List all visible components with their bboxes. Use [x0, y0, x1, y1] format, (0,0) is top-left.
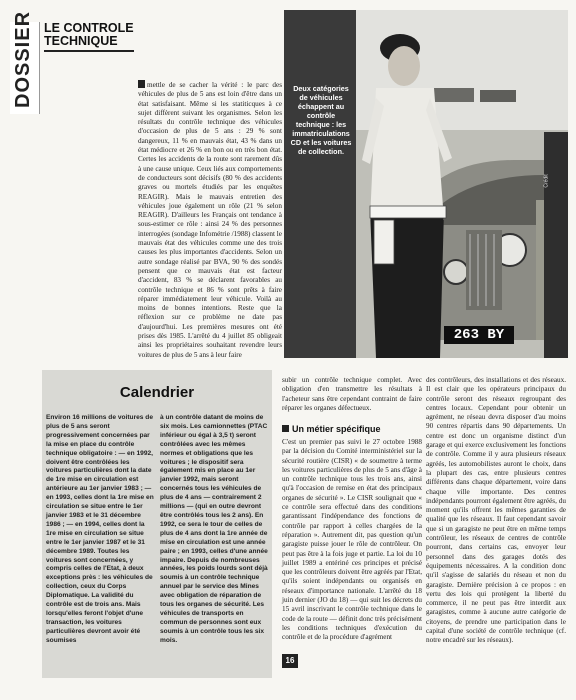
mid-column-text: C'est un premier pas suivi le 27 octobre 1988 par la décision du Comité interministériel sur la sécurité routière (CISR) « de soumettre à terme les voitures particulières de plus de 5 ans d'âge à un contrôle technique tous les trois ans, ainsi qu'à l'occasion de remise en état des principaux organes de sécurité ». Le CISR soulignait que « ce contrôle sera effectué dans des conditions garantissant l'indépendance des fonctions de contrôle par rapport à celles chargées de la réparation ». Autrement dit, pas question qu'un garagiste puisse jouer le rôle de contrôleur. On peut pas être à la fois juge et partie. La loi du 10 juillet 1989 a entériné ces principes et précisé que les contrôleurs doivent être agréés par l'Etat, qu'ils soient indépendants ou organisés en réseaux d'importance nationale. L'arrêté du 18 juin dernier (JO du 18) — qui suit les décrets du 15 avril inscrivant le contrôle technique dans le code de la route — définit donc très précisément les conditions techniques d'exécution du contrôle et de la procédure d'agrément — [282, 438, 422, 642]
caption-band — [284, 10, 356, 358]
calendrier-box — [42, 370, 272, 678]
article-title: LE CONTROLE TECHNIQUE — [44, 21, 134, 48]
continued-text: subir un contrôle technique complet. Avec obligation d'en transmettre les résultats à l'acheteur sans être cependant contraint de faire réparer les organes défectueux. — [282, 376, 422, 412]
photo-credit: Crédit — [543, 174, 550, 188]
calendrier-col-1 — [46, 414, 154, 646]
license-plate: 263 BY — [444, 326, 514, 344]
right-column-text: des contrôleurs, des installations et des réseaux. Il est clair que les opérateurs principaux du contrôle seront des réseaux regroupant des centres locaux. Cependant pour obtenir un agrément, ne réseau devra disposer d'au moins 90 centres répartis dans 90 départements. Un centre est donc un organisme distinct d'un garage et qui exerce exclusivement les fonctions de contrôle. Comme il y aura plusieurs réseaux agréés, les automobilistes auront le choix, dans la plupart des cas, entre plusieurs centres différents dans chaque département, voire dans chaque ville importante. Des centres indépendants pourront également être agréés, du moment qu'ils offrent les mêmes garanties de qualité que les réseaux. Il faut cependant savoir que si un garagiste ne peut être en même temps contrôleur, les réseaux de centres de contrôle pourront, dans certains cas, envoyer leur personnel dans des garages dotés des équipements nécessaires. A la condition donc qu'il s'agisse de salariés du réseau et non du garagiste. Dernière précision à ce propos : en vertu des lois qui protègent la liberté du commerce, il ne peut pas être interdit aux garagistes, comme à aucune autre catégorie de citoyens, de prendre une participation dans le capital d'une société de contrôle technique (cf. notre encadré sur les réseaux). — [426, 376, 566, 645]
intro-text-column — [138, 80, 282, 360]
photo-caption: Deux catégories de véhicules échappent au contrôle technique : les immatriculations CD et les voitures de collection. — [290, 84, 352, 156]
page-number: 16 — [282, 654, 298, 668]
subhead-square — [282, 425, 289, 432]
intro-text: mettle de se cacher la vérité : le parc des véhicules de plus de 5 ans est loin d'être dans un état satisfaisant. Même si les statiticques à ce sujet diffèrent suivant les organismes. Selon les résultats du contrôle technique des véhicules d'occasion de plus de 5 ans : 29 % sont dangereux, 11 % en mauvais état, 43 % dans un état médiocre et 26 % en bon ou en très bon état. Certes les accidents de la route sont rarement dûs à une cause unique. Ceux liés aux comportements de conducteurs sont décisifs (80 % des accidents graves ou mortels étudiés par les enquêtes REAGIR). Mais le mauvais entretien des véhicules joue également un rôle (21 % selon REAGIR). D'ailleurs les Français ont tendance à sous-estimer ce rôle : ainsi 24 % des personnes interrogées (sondage Infométrie /1988) classent le mauvais état des véhicules comme une des trois causes les plus importantes d'accidents. Selon un autre sondage réalisé par BVA, 90 % des sondés pensent que ce mauvais état est facteur d'accident, 83 % se déclarent favorables au contrôle technique et 86 % sont prêts à faire réparer immédiatement leur véhicule. Voilà au moins de bonnes intentions. Reste que la réflexion sur ce problème ne date pas d'aujourd'hui. Les premières mesures ont été prises dès 1985. L'arrêté du 4 juillet 85 obligeait ainsi les propriétaires souhaitant revendre leurs voitures de plus de 5 ans à leur faire — [138, 81, 282, 359]
section-label: DOSSIER — [12, 10, 34, 108]
subhead — [282, 424, 422, 434]
photo-policeman-car — [284, 10, 568, 358]
subhead-text: Un métier spécifique — [292, 424, 381, 434]
calendrier-col-2 — [160, 414, 268, 646]
dropcap-square — [138, 80, 145, 88]
calendrier-title: Calendrier — [119, 384, 195, 401]
calendrier-col-2-text: à un contrôle datant de moins de six mois. Les camionnettes (PTAC inférieur ou égal à 3,5 t) seront contrôlées avec les mêmes normes et obligations que les voitures ; le dispositif sera également mis en place au 1er janvier 1992, mais seront concernés tous les véhicules de plus de 4 ans — contrairement 2 millions — (qui en outre devront être contrôlés tous les 2 ans). En 1992, ce sera le tour de celles de plus de 4 ans dont la 1re année de mise en circulation est une année paire ; en 1993, celles d'une année impaire. Depuis de nombreuses années, les poids lourds sont déjà soumis à un contrôle technique annuel par le service des Mines avec obligation de réparation de tous les organes de sécurité. Les véhicules de transports en commun de personnes sont eux soumis à un contrôle tous les six mois. — [160, 414, 268, 644]
side-photo-strip — [544, 132, 568, 358]
calendrier-col-1-text: Environ 16 millions de voitures de plus de 5 ans seront progressivement concernées par la mise en place du contrôle technique obligatoire : — en 1992, doivent être contrôlées les voitures particulières dont la date de 1re mise en circulation est antérieure au 1er janvier 1983 ; — en 1993, celles dont la 1re mise en circulation se situe entre le 1er janvier 1983 et le 31 décembre 1986 ; — en 1994, celles dont la 1re mise en circulation se situe entre le 1er janvier 1987 et le 31 décembre 1989. Toutes les voitures sont concernées, y compris celles de l'Etat, à deux exceptions près : les véhicules de collection, ceux du Corps Diplomatique. La validité du contrôle est de trois ans. Mais lorsqu'elles feront l'objet d'une transaction, les voitures particulières devront avoir été soumises — [46, 414, 154, 644]
title-rule — [44, 50, 134, 52]
